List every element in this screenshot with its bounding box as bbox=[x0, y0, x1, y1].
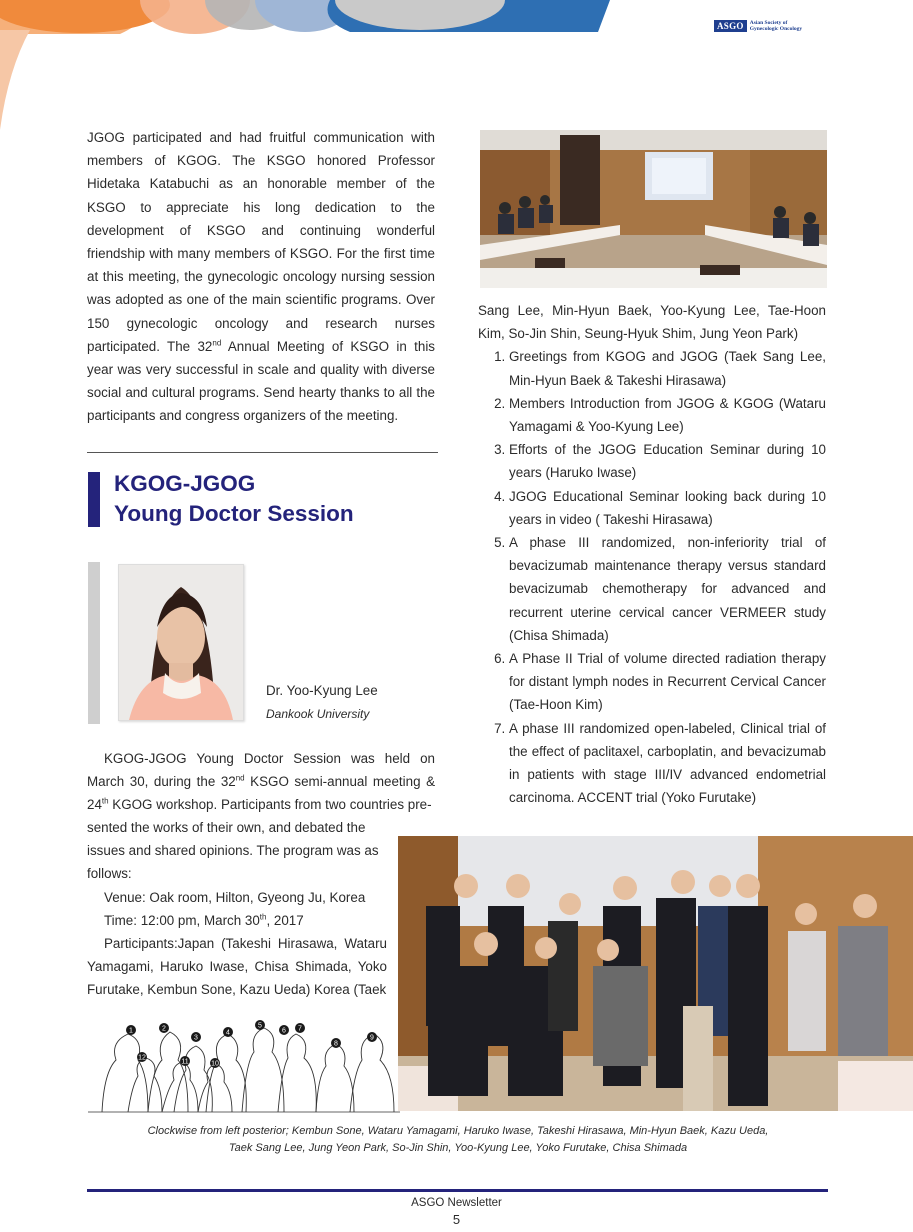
program-item: 5. A phase III randomized, non-inferiority trial of bevacizumab maintenance therapy versus standard bevacizumab chemotherapy for advanced and recurrent uterine cervical cancer VERMEER study (Chisa Shimada) bbox=[509, 531, 826, 647]
participants-cont: Sang Lee, Min-Hyun Baek, Yoo-Kyung Lee, Tae-Hoon Kim, So-Jin Shin, Seung-Hyuk Shim, Jung Yeon Park) bbox=[478, 303, 826, 342]
silhouette-number: 11 bbox=[181, 1058, 189, 1066]
right-column bbox=[478, 299, 826, 809]
author-portrait bbox=[118, 564, 244, 721]
author-name: Dr. Yoo-Kyung Lee bbox=[266, 683, 378, 698]
program-item: 1. Greetings from KGOG and JGOG (Taek Sang Lee, Min-Hyun Baek & Takeshi Hirasawa) bbox=[509, 345, 826, 391]
page-number: 5 bbox=[452, 1212, 461, 1227]
program-item: 4. JGOG Educational Seminar looking back during 10 years in video ( Takeshi Hirasawa) bbox=[509, 485, 826, 531]
session-paragraph: KGOG-JGOG Young Doctor Session was held on March 30, during the 32nd KSGO semi-annual meeting & 24th KGOG workshop. Participants from two countries pre- bbox=[87, 751, 435, 813]
silhouette-number: 4 bbox=[226, 1029, 230, 1037]
silhouette-number: 1 bbox=[129, 1027, 133, 1035]
group-photo bbox=[398, 836, 913, 1111]
program-item: 3. Efforts of the JGOG Education Seminar during 10 years (Haruko Iwase) bbox=[509, 438, 826, 484]
silhouette-number: 8 bbox=[334, 1040, 338, 1048]
logo-mark: ASGO bbox=[714, 20, 747, 32]
conference-room-photo bbox=[480, 130, 827, 288]
photo-accent-bar bbox=[88, 562, 100, 724]
session-paragraph-cont: sented the works of their own, and debated the issues and shared opinions. The program was as follows: bbox=[87, 820, 379, 882]
heading-accent-bar bbox=[88, 472, 100, 527]
silhouette-key bbox=[88, 1012, 400, 1114]
silhouette-number: 9 bbox=[370, 1034, 374, 1042]
section-divider bbox=[87, 452, 438, 453]
silhouette-number: 12 bbox=[138, 1054, 146, 1062]
venue-line: Venue: Oak room, Hilton, Gyeong Ju, Korea bbox=[104, 889, 366, 905]
program-item: 2. Members Introduction from JGOG & KGOG (Wataru Yamagami & Yoo-Kyung Lee) bbox=[509, 392, 826, 438]
participants-line: Participants:Japan (Takeshi Hirasawa, Wataru Yamagami, Haruko Iwase, Chisa Shimada, Yoko Furutake, Kembun Sone, Kazu Ueda) Korea (Taek bbox=[87, 936, 387, 998]
silhouette-number: 3 bbox=[194, 1034, 198, 1042]
footer-title: ASGO Newsletter bbox=[411, 1197, 502, 1209]
logo-text: Asian Society of Gynecologic Oncology bbox=[749, 20, 803, 32]
footer-rule bbox=[87, 1189, 828, 1192]
time-line: Time: 12:00 pm, March 30th, 2017 bbox=[104, 912, 304, 928]
silhouette-number: 6 bbox=[282, 1027, 286, 1035]
program-item: 7. A phase III randomized open-labeled, Clinical trial of the effect of paclitaxel, carboplatin, and bevacizumab in patients with stage III/IV advanced endometrial carcinoma. ACCENT trial (Yoko Furutake) bbox=[509, 717, 826, 810]
left-corner-decoration bbox=[0, 30, 30, 140]
silhouette-number: 10 bbox=[211, 1060, 219, 1068]
silhouette-number: 2 bbox=[162, 1025, 166, 1033]
section-title: KGOG-JGOG Young Doctor Session bbox=[114, 471, 354, 526]
photo-caption-line1: Clockwise from left posterior; Kembun Sone, Wataru Yamagami, Haruko Iwase, Takeshi Hirasawa, Min-Hyun Baek, Kazu Ueda, bbox=[147, 1125, 769, 1137]
author-affiliation: Dankook University bbox=[266, 707, 370, 721]
program-list bbox=[478, 345, 826, 809]
photo-caption-line2: Taek Sang Lee, Jung Yeon Park, So-Jin Shin, Yoo-Kyung Lee, Yoko Furutake, Chisa Shimada bbox=[228, 1142, 688, 1154]
silhouette-number: 7 bbox=[298, 1025, 302, 1033]
session-details bbox=[87, 816, 387, 1002]
silhouette-number: 5 bbox=[258, 1022, 262, 1030]
program-item: 6. A Phase II Trial of volume directed radiation therapy for distant lymph nodes in Recurrent Cervical Cancer (Tae-Hoon Kim) bbox=[509, 647, 826, 717]
asgo-logo bbox=[714, 18, 802, 34]
intro-paragraph: JGOG participated and had fruitful communication with members of KGOG. The KSGO honored Professor Hidetaka Katabuchi as an honorable member of the KSGO to appreciate his long dedication to the development of KSGO and continuing wonderful friendship with many members of KSGO. For the first time at this meeting, the gynecologic oncology nursing session was adopted as one of the main scientific programs. Over 150 gynecologic oncology and research nurses participated. The 32nd Annual Meeting of KSGO in this year was very successful in scale and quality with diverse social and cultural programs. Send hearty thanks to all the participants and congress organizers of the meeting. bbox=[87, 130, 435, 424]
